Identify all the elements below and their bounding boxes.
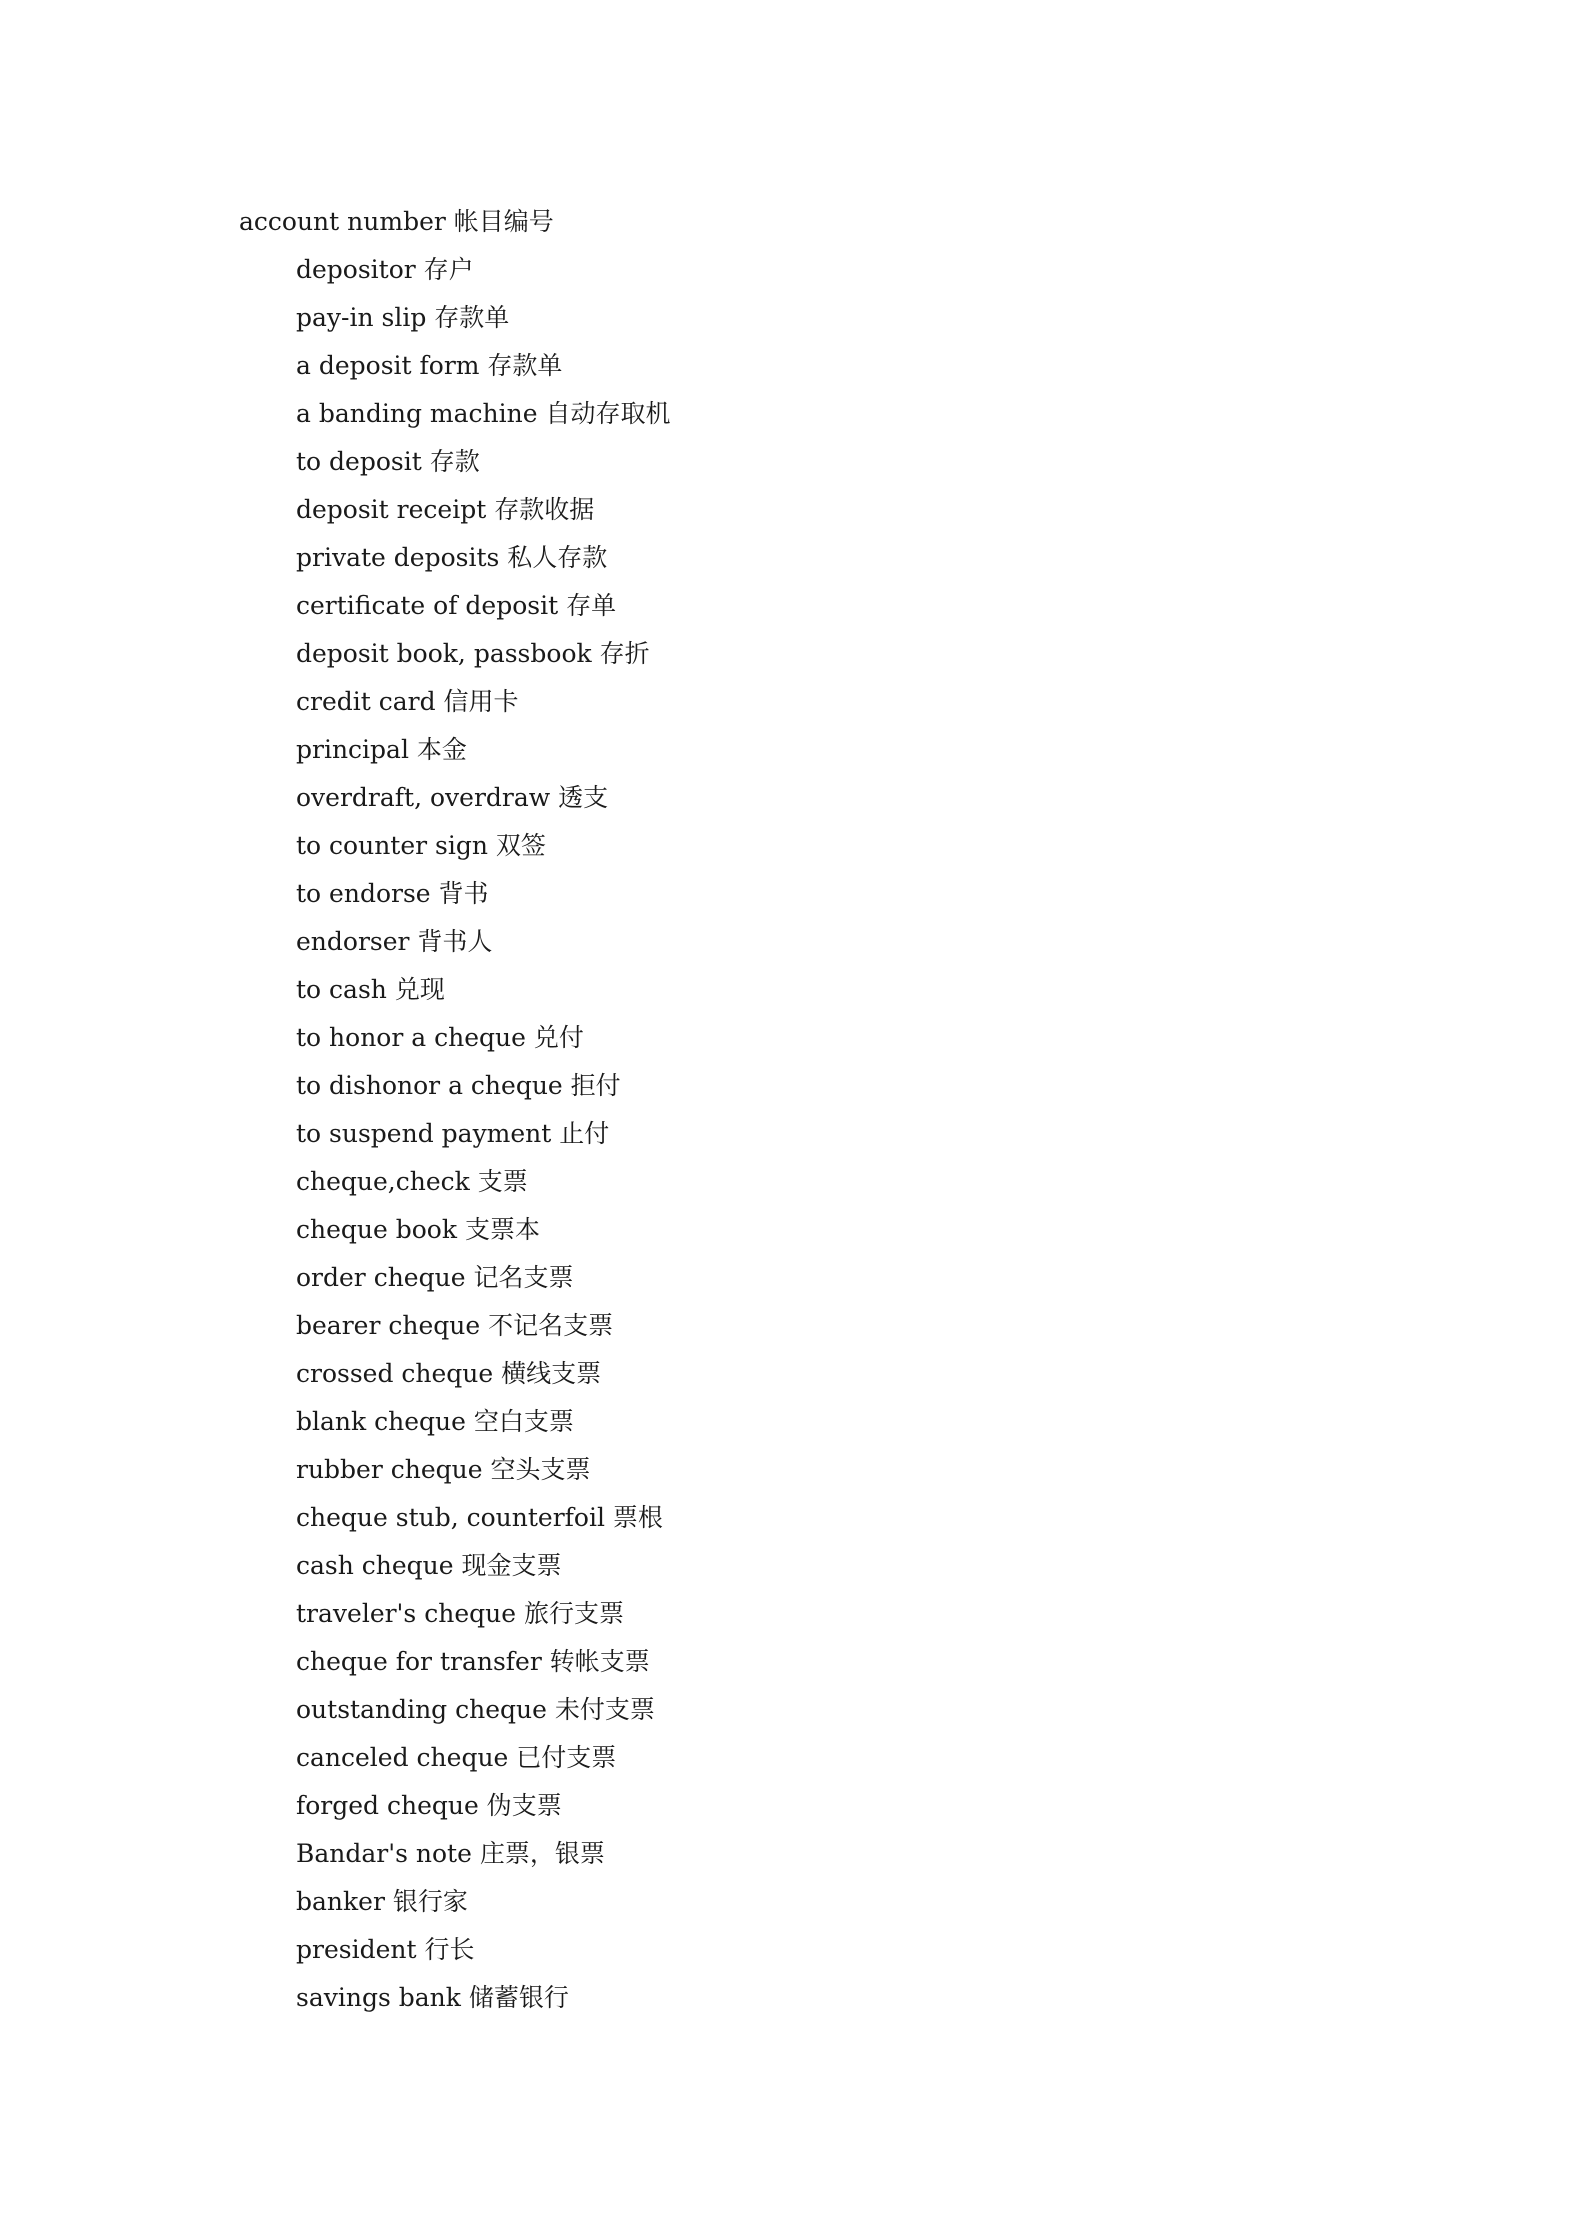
glossary-entry: cheque book 支票本: [296, 1215, 540, 1244]
glossary-entry: pay-in slip 存款单: [296, 303, 510, 332]
glossary-entry: a deposit form 存款单: [296, 351, 563, 380]
glossary-entry: private deposits 私人存款: [296, 543, 608, 572]
glossary-entry: endorser 背书人: [296, 927, 493, 956]
glossary-entry: Bandar's note 庄票，银票: [296, 1839, 605, 1868]
glossary-entry: to honor a cheque 兑付: [296, 1023, 584, 1052]
glossary-entry: cheque,check 支票: [296, 1167, 528, 1196]
glossary-entry: principal 本金: [296, 735, 467, 764]
glossary-entry: order cheque 记名支票: [296, 1263, 574, 1292]
glossary-entry: to dishonor a cheque 拒付: [296, 1071, 621, 1100]
glossary-entry: account number 帐目编号: [239, 207, 554, 236]
glossary-entry: canceled cheque 已付支票: [296, 1743, 617, 1772]
glossary-list: [0, 198, 1584, 2022]
glossary-entry: traveler's cheque 旅行支票: [296, 1599, 624, 1628]
glossary-entry: to suspend payment 止付: [296, 1119, 610, 1148]
glossary-entry: bearer cheque 不记名支票: [296, 1311, 614, 1340]
glossary-entry: cheque stub, counterfoil 票根: [296, 1503, 663, 1532]
glossary-entry: outstanding cheque 未付支票: [296, 1695, 655, 1724]
glossary-entry: cash cheque 现金支票: [296, 1551, 562, 1580]
glossary-entry: savings bank 储蓄银行: [296, 1983, 569, 2012]
glossary-entry: president 行长: [296, 1935, 475, 1964]
glossary-entry: forged cheque 伪支票: [296, 1791, 562, 1820]
glossary-entry: a banding machine 自动存取机: [296, 399, 671, 428]
glossary-entry: certificate of deposit 存单: [296, 591, 617, 620]
glossary-entry: to cash 兑现: [296, 975, 445, 1004]
glossary-entry: cheque for transfer 转帐支票: [296, 1647, 650, 1676]
glossary-entry: to deposit 存款: [296, 447, 480, 476]
glossary-entry: rubber cheque 空头支票: [296, 1455, 591, 1484]
glossary-entry: crossed cheque 横线支票: [296, 1359, 602, 1388]
glossary-entry: blank cheque 空白支票: [296, 1407, 574, 1436]
glossary-entry: credit card 信用卡: [296, 687, 519, 716]
glossary-entry: depositor 存户: [296, 255, 474, 284]
glossary-entry: to counter sign 双签: [296, 831, 546, 860]
glossary-entry: deposit book, passbook 存折: [296, 639, 650, 668]
glossary-entry: deposit receipt 存款收据: [296, 495, 595, 524]
glossary-entry: banker 银行家: [296, 1887, 468, 1916]
glossary-entry: overdraft, overdraw 透支: [296, 783, 609, 812]
glossary-entry: to endorse 背书: [296, 879, 489, 908]
